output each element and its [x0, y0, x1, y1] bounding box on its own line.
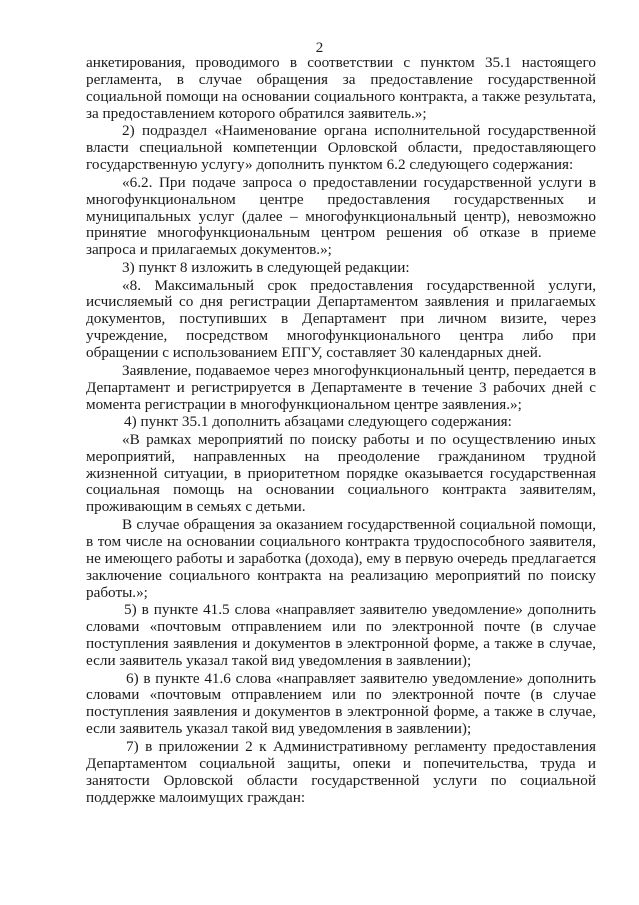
page-number: 2: [315, 40, 324, 56]
paragraph-quote-8: «8. Максимальный срок предоставления государственной услуги, исчисляемый со дня регистрации Департаментом заявления и прилагаемых документов, поступивших в Департамент при личном визите, через учреждение, посредством многофункционального центра либо при обращении с использованием ЕПГУ, составляет 30 календарных дней.: [86, 276, 596, 362]
paragraph-item-7: 7) в приложении 2 к Административному регламенту предоставления Департаментом социальной защиты, опеки и попечительства, труда и занятости Орловской области государственной услуги по социальной поддержке малоимущих граждан:: [86, 737, 596, 806]
paragraph-quote-6-2: «6.2. При подаче запроса о предоставлении государственной услуги в многофункциональном центре предоставления государственных и муниципальных услуг (далее – многофункциональный центр), невозможно принятие многофункциональным центром решения об отказе в приеме запроса и прилагаемых документов.»;: [86, 173, 596, 259]
paragraph-quote-job-search: «В рамках мероприятий по поиску работы и по осуществлению иных мероприятий, направленных на преодоление гражданином трудной жизненной ситуации, в приоритетном порядке оказывается государственная социальная помощь на основании социального контракта заявителям, проживающим в семьях с детьми.: [86, 430, 596, 516]
paragraph-item-4: 4) пункт 35.1 дополнить абзацами следующего содержания:: [124, 413, 512, 431]
paragraph-item-2: 2) подраздел «Наименование органа исполнительной государственной власти специальной компетенции Орловской области, предоставляющего государственную услугу» дополнить пунктом 6.2 следующего содержания:: [86, 122, 596, 174]
paragraph-social-contract: В случае обращения за оказанием государственной социальной помощи, в том числе на основании социального контракта трудоспособного заявителя, не имеющего работы и заработка (дохода), ему в первую очередь предлагается заключение социального контракта на реализацию мероприятий по поиску работы.»;: [86, 515, 596, 601]
document-body: [86, 55, 596, 807]
paragraph-item-3: 3) пункт 8 изложить в следующей редакции:: [122, 258, 410, 276]
paragraph-continuation: анкетирования, проводимого в соответствии с пунктом 35.1 настоящего регламента, в случае обращения за предоставление государственной социальной помощи на основании социального контракта, а также результата, за предоставлением которого обратился заявитель.»;: [86, 54, 596, 122]
paragraph-item-6: 6) в пункте 41.6 слова «направляет заявителю уведомление» дополнить словами «почтовым отправлением или по электронной почте (в случае поступления заявления и документов в электронной форме, а также в случае, если заявитель указал такой вид уведомления в заявлении);: [86, 669, 596, 738]
paragraph-application-transfer: Заявление, подаваемое через многофункциональный центр, передается в Департамент и регистрируется в Департаменте в течение 3 рабочих дней с момента регистрации в многофункциональном центре заявления.»;: [86, 361, 596, 413]
paragraph-item-5: 5) в пункте 41.5 слова «направляет заявителю уведомление» дополнить словами «почтовым отправлением или по электронной почте (в случае поступления заявления и документов в электронной форме, а также в случае, если заявитель указал такой вид уведомления в заявлении);: [86, 601, 596, 669]
